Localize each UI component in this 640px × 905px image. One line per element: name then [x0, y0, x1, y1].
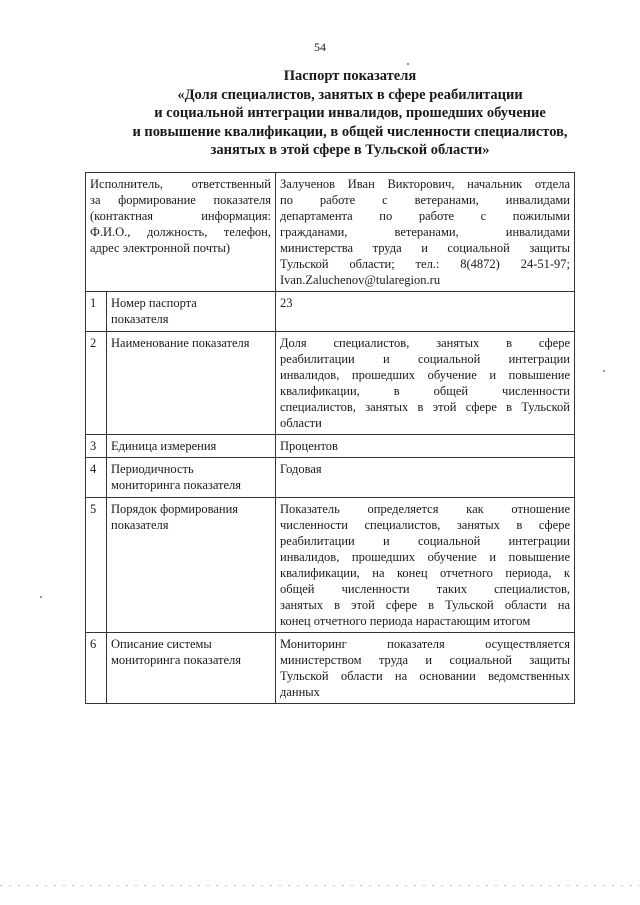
- title-line: и социальной интеграции инвалидов, прошедших обучение: [154, 105, 546, 121]
- table-row-executor: [86, 173, 575, 292]
- title-line: и повышение квалификации, в общей численности специалистов,: [132, 123, 568, 140]
- title-line: занятых в этой сфере в Тульской области»: [210, 142, 490, 158]
- table-row: [86, 332, 575, 435]
- title-line: Паспорт показателя: [283, 68, 417, 84]
- table-row: [86, 435, 575, 458]
- scan-speck: [407, 63, 409, 65]
- row-value-line: Показатель определяется как отношение: [280, 502, 570, 516]
- row-value: [276, 498, 575, 633]
- executor-value-line: Залученов Иван Викторович, начальник отдела: [280, 177, 570, 191]
- row-value-line: Доля специалистов, занятых в сфере: [280, 336, 570, 350]
- row-value-line: Тульской области на основании ведомственных: [280, 669, 570, 683]
- row-value-line: реабилитации и социальной интеграции: [280, 534, 570, 548]
- row-value: [276, 458, 575, 498]
- row-value: [276, 332, 575, 435]
- executor-label-line: Ф.И.О., должность, телефон,: [90, 225, 271, 239]
- executor-label-line: адрес электронной почты): [90, 241, 231, 255]
- row-number: 5: [86, 498, 107, 633]
- executor-label-line: за формирование показателя: [90, 193, 271, 207]
- row-label-line: Описание системы: [111, 637, 212, 651]
- row-value-line: занятых в этой сфере в Тульской области на: [280, 598, 570, 612]
- row-label: [107, 332, 276, 435]
- title-line: «Доля специалистов, занятых в сфере реабилитации: [177, 86, 523, 103]
- row-value-line: Мониторинг показателя осуществляется: [280, 637, 570, 651]
- executor-value-line: департамента по работе с пожилыми: [280, 209, 570, 223]
- row-label: [107, 633, 276, 704]
- row-value-line: Процентов: [280, 439, 338, 453]
- row-label: [107, 292, 276, 332]
- row-value-line: Годовая: [280, 462, 322, 476]
- row-value-line: инвалидов, прошедших обучение и повышение: [280, 368, 570, 382]
- executor-value-cell: [276, 173, 575, 292]
- executor-label-line: (контактная информация:: [90, 209, 271, 223]
- row-value: [276, 435, 575, 458]
- indicator-passport-table: [85, 172, 575, 704]
- row-label-line: мониторинга показателя: [111, 653, 242, 667]
- row-number: 4: [86, 458, 107, 498]
- row-label-line: Порядок формирования: [111, 502, 239, 516]
- row-number: 1: [86, 292, 107, 332]
- row-label-line: мониторинга показателя: [111, 478, 242, 492]
- row-number: 6: [86, 633, 107, 704]
- executor-email: Ivan.Zaluchenov@tularegion.ru: [280, 273, 441, 287]
- row-value: [276, 292, 575, 332]
- row-label-line: Единица измерения: [111, 439, 217, 453]
- scan-dot-border: [0, 885, 640, 888]
- row-label-line: показателя: [111, 518, 169, 532]
- row-value-line: квалификации, в общей численности: [280, 384, 570, 398]
- row-label: [107, 458, 276, 498]
- row-label-line: Периодичность: [111, 462, 194, 476]
- scan-speck: [603, 370, 605, 372]
- table-row: [86, 292, 575, 332]
- row-value-line: министерством труда и социальной защиты: [280, 653, 570, 667]
- document-title: [60, 67, 640, 160]
- row-label-line: Номер паспорта: [111, 296, 197, 310]
- row-value-line: численности специалистов, занятых в сфере: [280, 518, 570, 532]
- executor-value-line: по работе с ветеранами, инвалидами: [280, 193, 570, 207]
- executor-value-line: министерства труда и социальной защиты: [280, 241, 570, 255]
- row-number: 3: [86, 435, 107, 458]
- row-value-line: реабилитации и социальной интеграции: [280, 352, 570, 366]
- row-value-line: области: [280, 416, 322, 430]
- table-row: [86, 633, 575, 704]
- row-label: [107, 435, 276, 458]
- row-value-line: квалификации, на конец отчетного периода, к: [280, 566, 570, 580]
- row-number: 2: [86, 332, 107, 435]
- row-label-line: показателя: [111, 312, 169, 326]
- row-value-line: специалистов, занятых в этой сфере в Тульской: [280, 400, 570, 414]
- row-value-line: инвалидов, прошедших обучение и повышение: [280, 550, 570, 564]
- executor-label-line: Исполнитель, ответственный: [90, 177, 271, 191]
- row-label: [107, 498, 276, 633]
- row-label-line: Наименование показателя: [111, 336, 250, 350]
- executor-value-line: гражданами, ветеранами, инвалидами: [280, 225, 570, 239]
- scan-speck: [40, 596, 42, 598]
- table-row: [86, 458, 575, 498]
- executor-label-cell: [86, 173, 276, 292]
- row-value-line: конец отчетного периода нарастающим итогом: [280, 614, 531, 628]
- row-value-line: данных: [280, 685, 320, 699]
- row-value-line: общей численности таких специалистов,: [280, 582, 570, 596]
- page-number: 54: [314, 40, 326, 54]
- row-value-line: 23: [280, 296, 293, 310]
- row-value: [276, 633, 575, 704]
- executor-value-line: Тульской области; тел.: 8(4872) 24-51-97;: [280, 257, 570, 271]
- table-row: [86, 498, 575, 633]
